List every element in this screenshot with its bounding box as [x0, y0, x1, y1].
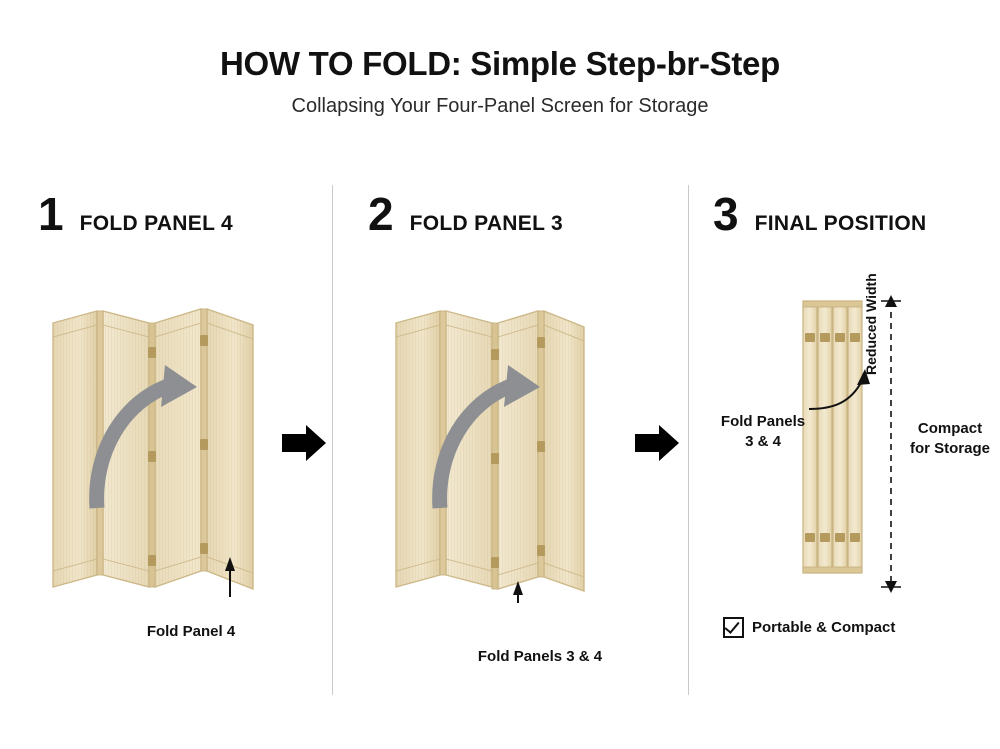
steps-container [0, 185, 1000, 695]
step-3-heading [713, 188, 927, 240]
compact-storage-label [900, 419, 1000, 460]
compact-storage-line1: Compact [917, 420, 983, 437]
step-2-label: FOLD PANEL 3 [409, 212, 563, 235]
screen-illustration-step-1 [45, 303, 295, 608]
step-3-caption-line1: Fold Panels [720, 413, 806, 430]
page-subtitle: Collapsing Your Four-Panel Screen for Storage [291, 95, 709, 118]
header [0, 46, 1000, 118]
checkmark-icon [723, 617, 744, 638]
step-1-heading [38, 188, 233, 240]
step-2-number: 2 [368, 188, 394, 240]
screen-illustration-step-2 [388, 303, 638, 608]
step-2-column [340, 185, 685, 695]
arrow-right-icon-2 [635, 423, 679, 463]
step-3-caption-line2: 3 & 4 [745, 433, 781, 451]
column-divider-1 [332, 185, 333, 695]
step-1-column [10, 185, 330, 695]
step-3-column [695, 185, 995, 695]
arrow-right-icon-1 [282, 423, 326, 463]
step-1-caption: Fold Panel 4 [146, 623, 236, 640]
dimension-line-icon [881, 295, 901, 595]
reduced-width-label: Reduced Width [863, 273, 879, 375]
step-1-label: FOLD PANEL 4 [79, 212, 233, 235]
compact-storage-line2: for Storage [909, 440, 990, 458]
step-2-heading [368, 188, 563, 240]
portable-compact-label: Portable & Compact [752, 619, 896, 636]
portable-compact-feature [723, 617, 895, 638]
step-3-caption [703, 412, 823, 453]
page-title: HOW TO FOLD: Simple Step-br-Step [220, 45, 780, 82]
step-2-caption: Fold Panels 3 & 4 [477, 648, 603, 665]
column-divider-2 [688, 185, 689, 695]
step-3-number: 3 [713, 188, 739, 240]
step-1-number: 1 [38, 188, 64, 240]
step-3-label: FINAL POSITION [754, 212, 927, 235]
